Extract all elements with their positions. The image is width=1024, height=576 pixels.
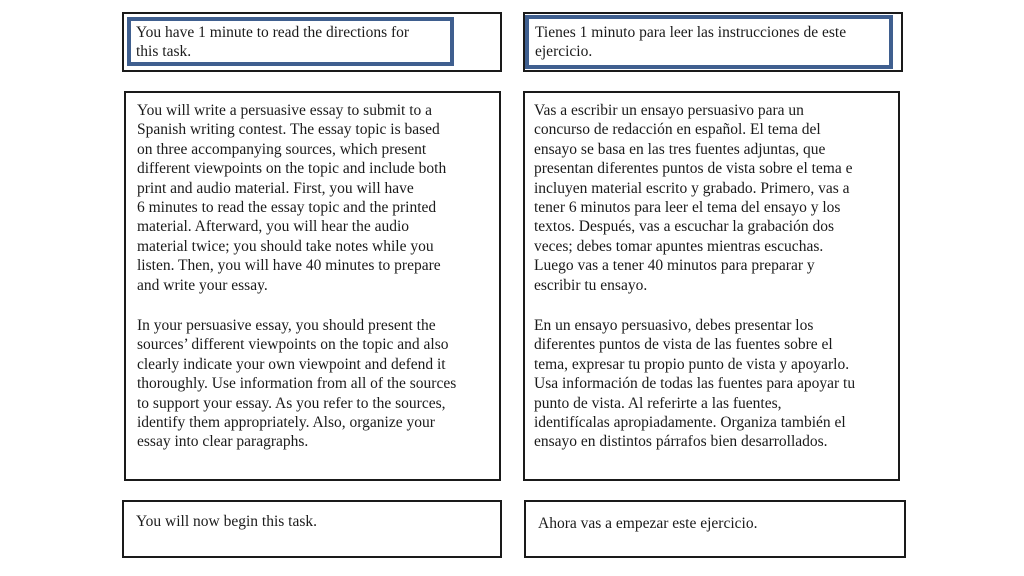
right-header-text: Tienes 1 minuto para leer las instrucciones de este ejercicio. [535, 24, 847, 61]
left-directions-paragraph-2: In your persuasive essay, you should present the sources’ different viewpoints on the topic and also clearly indicate your own viewpoint and defend it thoroughly. Use information from all of the sources to support your essay. As you refer to the sources, identify them appropriately. Also, organize your essay into clear paragraphs. [137, 317, 457, 451]
left-footer-text: You will now begin this task. [136, 513, 317, 530]
left-header-text: You have 1 minute to read the directions for this task. [136, 24, 410, 61]
left-directions-paragraph-1: You will write a persuasive essay to submit to a Spanish writing contest. The essay topic is based on three accompanying sources, which present different viewpoints on the topic and include both print and audio material. First, you will have 6 minutes to read the essay topic and the printed material. Afterward, you will hear the audio material twice; you should take notes while you listen. Then, you will have 40 minutes to prepare and write your essay. [137, 102, 447, 294]
right-directions-paragraph-2: En un ensayo persuasivo, debes presentar los diferentes puntos de vista de las fuentes sobre el tema, expresar tu propio punto de vista y apoyarlo. Usa información de todas las fuentes para apoyar tu punto de vista. Al referirte a las fuentes, identifícalas apropiadamente. Organiza también el ensayo en distintos párrafos bien desarrollados. [534, 317, 856, 451]
right-footer-text: Ahora vas a empezar este ejercicio. [538, 515, 758, 532]
right-directions-paragraph-1: Vas a escribir un ensayo persuasivo para un concurso de redacción en español. El tema del ensayo se basa en las tres fuentes adjuntas, que presentan diferentes puntos de vista sobre el tema e incluyen material escrito y grabado. Primero, vas a tener 6 minutos para leer el tema del ensayo y los textos. Después, vas a escuchar la grabación dos veces; debes tomar apuntes mientras escuchas. Luego vas a tener 40 minutos para preparar y escribir tu ensayo. [534, 102, 853, 294]
